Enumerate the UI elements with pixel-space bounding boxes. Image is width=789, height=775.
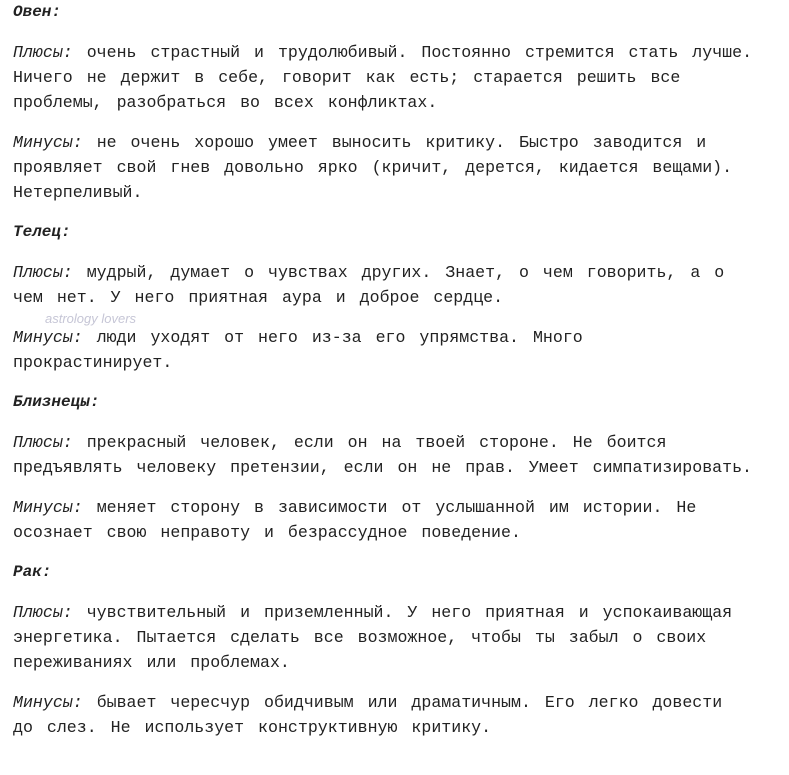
plus-label: Плюсы:	[13, 433, 73, 452]
aries-plus-paragraph	[13, 40, 753, 115]
taurus-minus-paragraph	[13, 325, 753, 375]
sign-heading-cancer: Рак:	[13, 563, 52, 581]
minus-label: Минусы:	[13, 133, 83, 152]
taurus-plus-paragraph	[13, 260, 753, 310]
gemini-minus-paragraph	[13, 495, 753, 545]
cancer-minus-paragraph	[13, 690, 753, 740]
minus-text: меняет сторону в зависимости от услышанной им истории. Не осознает свою неправоту и безрассудное поведение.	[13, 498, 697, 542]
sign-heading-gemini: Близнецы:	[13, 393, 100, 411]
minus-label: Минусы:	[13, 328, 83, 347]
minus-text: бывает чересчур обидчивым или драматичным. Его легко довести до слез. Не использует конструктивную критику.	[13, 693, 723, 737]
plus-label: Плюсы:	[13, 263, 73, 282]
minus-label: Минусы:	[13, 498, 83, 517]
gemini-plus-paragraph	[13, 430, 753, 480]
watermark-text: astrology lovers	[45, 311, 137, 326]
minus-text: люди уходят от него из-за его упрямства. Много прокрастинирует.	[13, 328, 583, 372]
sign-heading-aries: Овен:	[13, 3, 62, 21]
minus-text: не очень хорошо умеет выносить критику. Быстро заводится и проявляет свой гнев довольно ярко (кричит, дерется, кидается вещами). Нетерпеливый.	[13, 133, 733, 202]
plus-text: чувствительный и приземленный. У него приятная и успокаивающая энергетика. Пытается сделать все возможное, чтобы ты забыл о своих переживаниях или проблемах.	[13, 603, 733, 672]
plus-label: Плюсы:	[13, 43, 73, 62]
plus-text: очень страстный и трудолюбивый. Постоянно стремится стать лучше. Ничего не держит в себе, говорит как есть; старается решить все проблемы, разобраться во всех конфликтах.	[13, 43, 753, 112]
sign-heading-taurus: Телец:	[13, 223, 71, 241]
cancer-plus-paragraph	[13, 600, 753, 675]
document-body	[13, 0, 753, 740]
plus-label: Плюсы:	[13, 603, 73, 622]
plus-text: прекрасный человек, если он на твоей стороне. Не боится предъявлять человеку претензии, если он не прав. Умеет симпатизировать.	[13, 433, 753, 477]
minus-label: Минусы:	[13, 693, 83, 712]
plus-text: мудрый, думает о чувствах других. Знает, о чем говорить, а о чем нет. У него приятная аура и доброе сердце.	[13, 263, 725, 307]
aries-minus-paragraph	[13, 130, 753, 205]
